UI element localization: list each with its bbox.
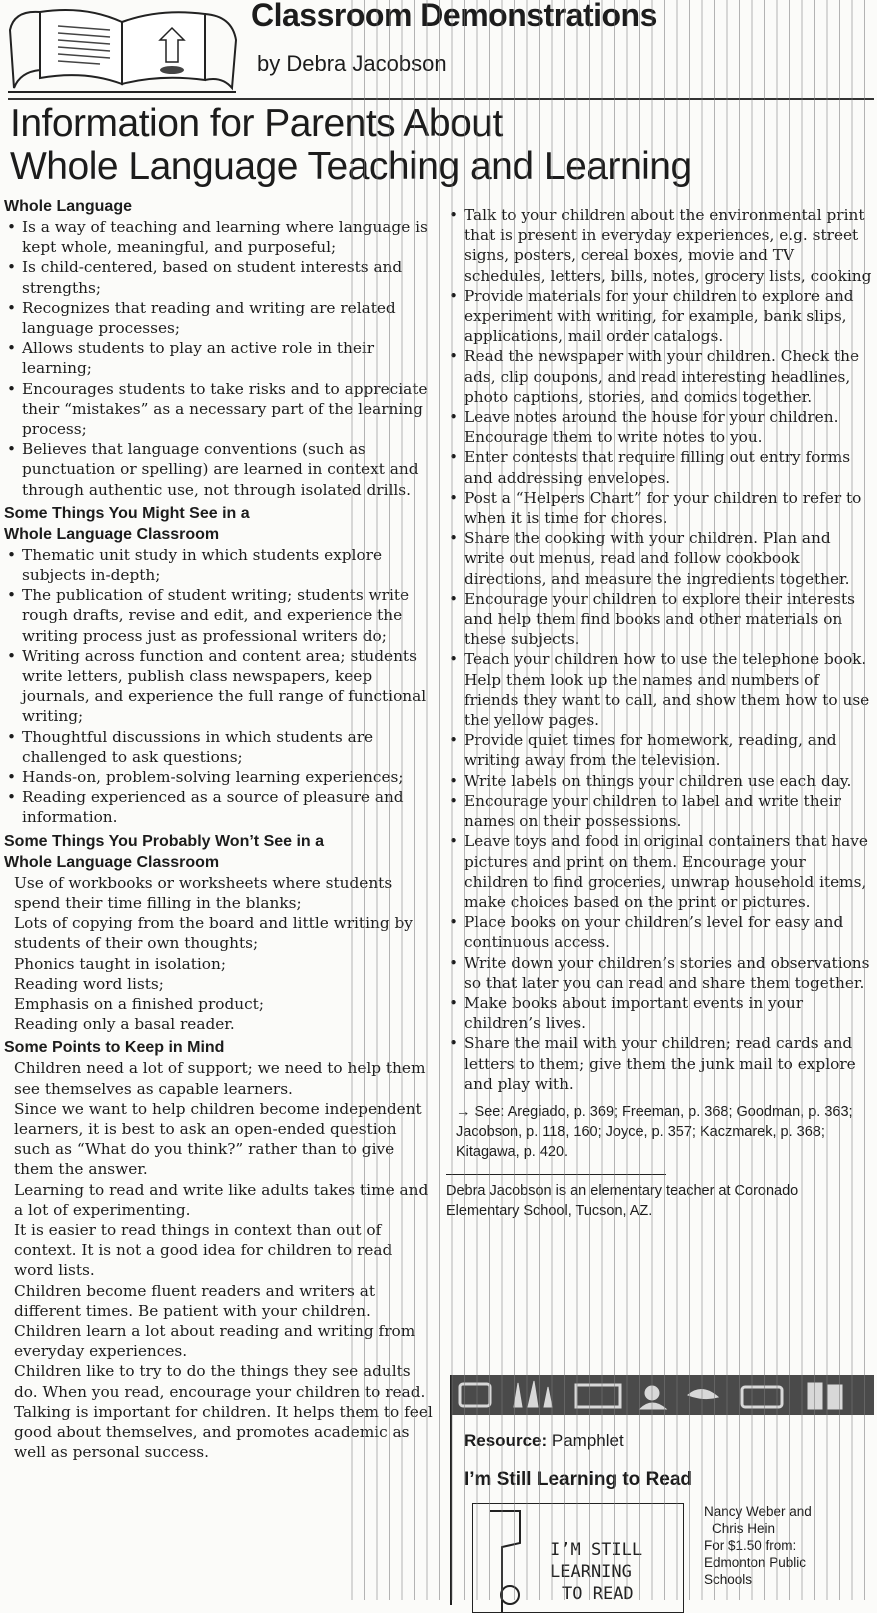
list-item: Since we want to help children become independent learners, it is best to ask an open-ended question such as “What do you think?” rather than to give them the answer. [14,1099,422,1179]
heading-keep-in-mind: Some Points to Keep in Mind [4,1039,225,1057]
list-item: Reading word lists; [14,974,164,993]
resource-icon-strip [452,1375,874,1415]
left-column [4,193,434,1462]
heading-whole-language: Whole Language [4,198,132,215]
heading-line: Whole Language Classroom [4,853,220,871]
list-item: • Thoughtful discussions in which students are challenged to ask questions; [4,727,434,767]
pamphlet-authors: Nancy Weber and [704,1504,812,1519]
resource-type-value: Pamphlet [551,1431,624,1450]
author-divider [446,1174,666,1175]
list-item: • Leave notes around the house for your children. Encourage them to write notes to you. [446,407,872,447]
list-item: • Reading experienced as a source of pleasure and information. [4,787,434,827]
pamphlet-authors: Chris Hein [712,1521,776,1536]
list-item: • Recognizes that reading and writing are related language processes; [4,298,434,338]
might-see-list [4,545,434,828]
list-item: • Place books on your children’s level for easy and continuous access. [446,912,872,952]
list-item: Use of workbooks or worksheets where students spend their time filling in the blanks; [14,873,393,912]
list-item: • Encourage your children to explore their interests and help them find books and other materials on these subjects. [446,589,872,650]
pamphlet-info [704,1503,874,1588]
see-also-references [446,1102,872,1162]
book-icon [808,1383,822,1409]
list-item: It is easier to read things in context than out of context. It is not a good idea for children to read word lists. [14,1220,393,1280]
article-title-line-2: Whole Language Teaching and Learning [10,145,692,188]
list-item: • Believes that language conventions (such as punctuation or spelling) are learned in context and through authentic use, not through isolated drills. [4,439,434,500]
list-item: • Encourage your children to label and write their names on their possessions. [446,791,872,831]
cover-text-line-1: I’M STILL [550,1540,643,1560]
list-item: Learning to read and write like adults takes time and a lot of experimenting. [14,1180,429,1219]
heading-might-see [4,503,434,545]
cover-text-line-2: LEARNING [550,1562,632,1582]
list-item: • Provide quiet times for homework, reading, and writing away from the television. [446,730,872,770]
list-item: Children become fluent readers and writers at different times. Be patient with your children. [14,1281,375,1320]
list-item: • Read the newspaper with your children. Check the ads, clip coupons, and read interesting headlines, photo captions, stories, and comics together. [446,346,872,407]
list-item: • Write labels on things your children use each day. [446,771,872,791]
list-item: Children like to try to do the things they see adults do. When you read, encourage your children to read. [14,1362,426,1401]
resource-type [464,1431,624,1451]
list-item: • Thematic unit study in which students explore subjects in-depth; [4,545,434,585]
wont-see-list [4,873,434,1035]
list-item: • Write down your children’s stories and observations so that later you can read and share them together. [446,953,872,993]
list-item: • Teach your children how to use the telephone book. Help them look up the names and numbers of friends they want to call, and show them how to use the yellow pages. [446,649,872,730]
list-item: • Enter contests that require filling out entry forms and addressing envelopes. [446,447,872,487]
heading-line: Some Things You Might See in a [4,504,250,522]
list-item: Lots of copying from the board and little writing by students of their own thoughts; [14,914,413,953]
list-item: • Provide materials for your children to explore and experiment with writing, for example, bank slips, applications, mail order catalogs. [446,286,872,347]
arrow-right-icon: → [456,1103,471,1120]
right-column [446,205,872,1221]
list-item: • Encourages students to take risks and to appreciate their “mistakes” as a necessary part of the learning process; [4,379,434,440]
list-item: • Share the cooking with your children. Plan and write out menus, read and follow cookbook directions, and measure the ingredients together. [446,528,872,589]
article-title [10,102,692,188]
list-item: • The publication of student writing; students write rough drafts, revise and edit, and experience the writing process just as professional writers do; [4,585,434,646]
list-item: • Talk to your children about the environmental print that is present in everyday experiences, e.g. street signs, posters, cereal boxes, movie and TV schedules, letters, bills, notes, grocery lists, cooking [446,205,872,286]
resource-box [450,1375,874,1605]
list-item: Reading only a basal reader. [14,1015,235,1034]
byline: by Debra Jacobson [257,51,447,76]
list-item: • Is child-centered, based on student interests and strengths; [4,257,434,297]
list-item: • Allows students to play an active role in their learning; [4,338,434,378]
heading-line: Some Things You Probably Won’t See in a [4,832,325,850]
article-title-line-1: Information for Parents About [10,102,503,145]
whole-language-list [4,217,434,500]
open-book-illustration [0,0,245,100]
list-item: • Share the mail with your children; read cards and letters to them; give them the junk mail to explore and play with. [446,1033,872,1094]
heading-wont-see [4,831,434,873]
people-icon [645,1386,659,1400]
see-also-text: See: Aregiado, p. 369; Freeman, p. 368; Goodman, p. 363; Jacobson, p. 118, 160; Joyce, p. 357; Kaczmarek, p. 368; Kitagawa, p. 420. [456,1103,853,1160]
resource-label: Resource: [464,1431,548,1450]
list-item: • Hands-on, problem-solving learning experiences; [4,767,434,787]
parent-tips-list [446,205,872,1094]
resource-title: I’m Still Learning to Read [464,1469,693,1490]
header-divider [8,98,874,100]
pamphlet-price: For $1.50 from: [704,1538,797,1553]
cover-text-line-3: TO READ [562,1584,634,1604]
list-item: • Writing across function and content area; students write letters, publish class newspapers, keep journals, and experience the full range of functional writing; [4,646,434,727]
list-item: Talking is important for children. It helps them to feel good about themselves, and promotes academic as well as personal success. [14,1402,433,1462]
author-bio: Debra Jacobson is an elementary teacher at Coronado Elementary School, Tucson, AZ. [446,1182,799,1219]
list-item: • Leave toys and food in original containers that have pictures and print on them. Encourage your children to find groceries, unwrap household items, make choices based on the print or pictures. [446,831,872,912]
list-item: Phonics taught in isolation; [14,954,226,973]
section-title: Classroom Demonstrations [251,0,657,33]
list-item: • Post a “Helpers Chart” for your children to refer to when it is time for chores. [446,488,872,528]
list-item: Emphasis on a finished product; [14,994,264,1013]
pamphlet-source: Edmonton Public [704,1555,807,1570]
heading-line: Whole Language Classroom [4,525,220,543]
pamphlet-cover-image [472,1503,684,1613]
keep-in-mind-list [4,1058,434,1462]
list-item: • Make books about important events in your children’s lives. [446,993,872,1033]
list-item: Children learn a lot about reading and writing from everyday experiences. [14,1321,416,1361]
list-item: Children need a lot of support; we need to help them see themselves as capable learners. [14,1059,426,1098]
pamphlet-source: Schools [704,1572,753,1587]
list-item: • Is a way of teaching and learning where language is kept whole, meaningful, and purposeful; [4,217,434,257]
